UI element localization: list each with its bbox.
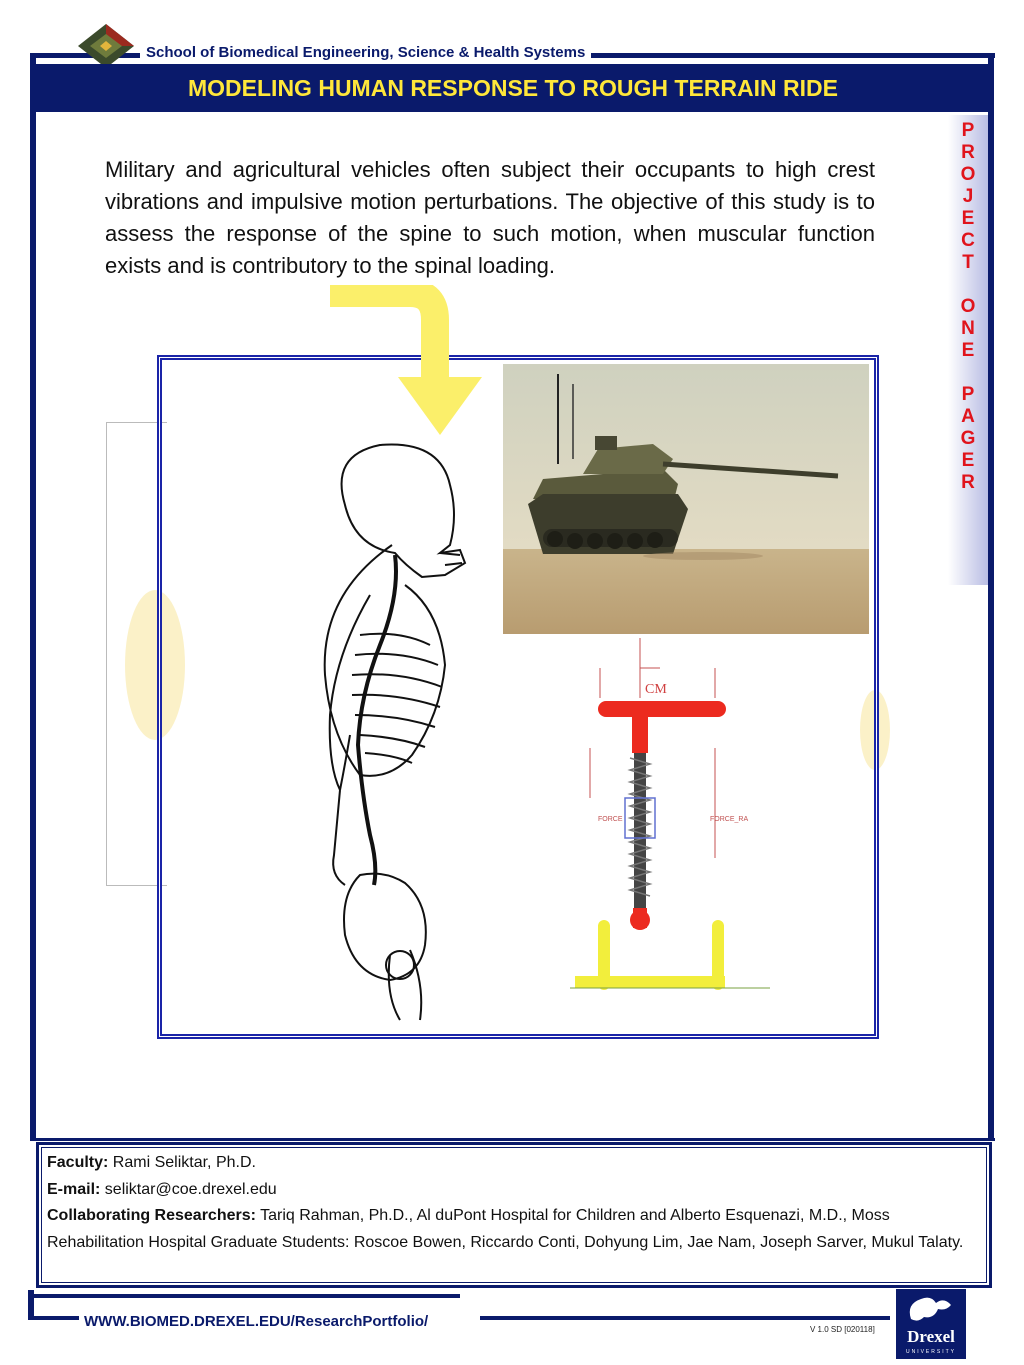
email-address[interactable]: seliktar@coe.drexel.edu bbox=[104, 1180, 277, 1198]
page-title: MODELING HUMAN RESPONSE TO ROUGH TERRAIN RIDE bbox=[188, 74, 838, 101]
school-emblem-icon bbox=[70, 22, 142, 70]
logo-subtitle: UNIVERSITY bbox=[905, 1349, 956, 1355]
cm-label: CM bbox=[645, 682, 667, 697]
info-rule bbox=[30, 1138, 995, 1141]
email-label: E-mail: bbox=[47, 1180, 101, 1198]
version-label: V 1.0 SD [020118] bbox=[810, 1325, 875, 1334]
yellow-arrow-icon bbox=[330, 285, 490, 440]
portfolio-link[interactable]: WWW.BIOMED.DREXEL.EDU/ResearchPortfolio/ bbox=[80, 1313, 432, 1330]
collab-line bbox=[47, 1203, 967, 1256]
dragon-icon bbox=[896, 1289, 966, 1325]
faculty-line bbox=[47, 1150, 967, 1177]
collab-label: Collaborating Researchers: bbox=[47, 1207, 256, 1224]
skeleton-diagram bbox=[300, 435, 490, 1025]
school-name: School of Biomedical Engineering, Science & Health Systems bbox=[140, 44, 591, 62]
right-border bbox=[988, 58, 994, 1138]
intro-paragraph: Military and agricultural vehicles often subject their occupants to high crest vibrations and impulsive motion perturbations. The objective of this study is to assess the response of the spine to such motion, when muscular function exists and is contributory to the spinal loading. bbox=[105, 157, 875, 278]
footer-rule bbox=[30, 1316, 79, 1320]
left-border bbox=[30, 58, 36, 1138]
faculty-label: Faculty: bbox=[47, 1154, 109, 1171]
logo-wordmark: Drexel bbox=[907, 1327, 955, 1346]
side-label: P R O J E C T O N E P A G E R bbox=[960, 120, 976, 493]
force-label-left: FORCE bbox=[598, 816, 623, 823]
tank-photo bbox=[503, 364, 869, 634]
footer-rule bbox=[480, 1316, 890, 1320]
footer-rule bbox=[30, 1294, 460, 1298]
info-text bbox=[47, 1150, 967, 1256]
title-bar bbox=[32, 64, 994, 112]
force-label-right: FORCE_RA bbox=[710, 816, 749, 823]
collab-list: Tariq Rahman, Ph.D., Al duPont Hospital for Children and Alberto Esquenazi, M.D., Moss Rehabilitation Hospital Graduate Students: Roscoe Bowen, Riccardo Conti, Dohyung Lim, Jae Nam, Joseph Sarver, Mukul Talaty. bbox=[47, 1207, 964, 1251]
embedded-object-frame bbox=[106, 422, 167, 886]
spine-model-diagram bbox=[570, 638, 770, 1018]
email-line bbox=[47, 1177, 967, 1204]
faculty-name: Rami Seliktar, Ph.D. bbox=[112, 1154, 256, 1171]
